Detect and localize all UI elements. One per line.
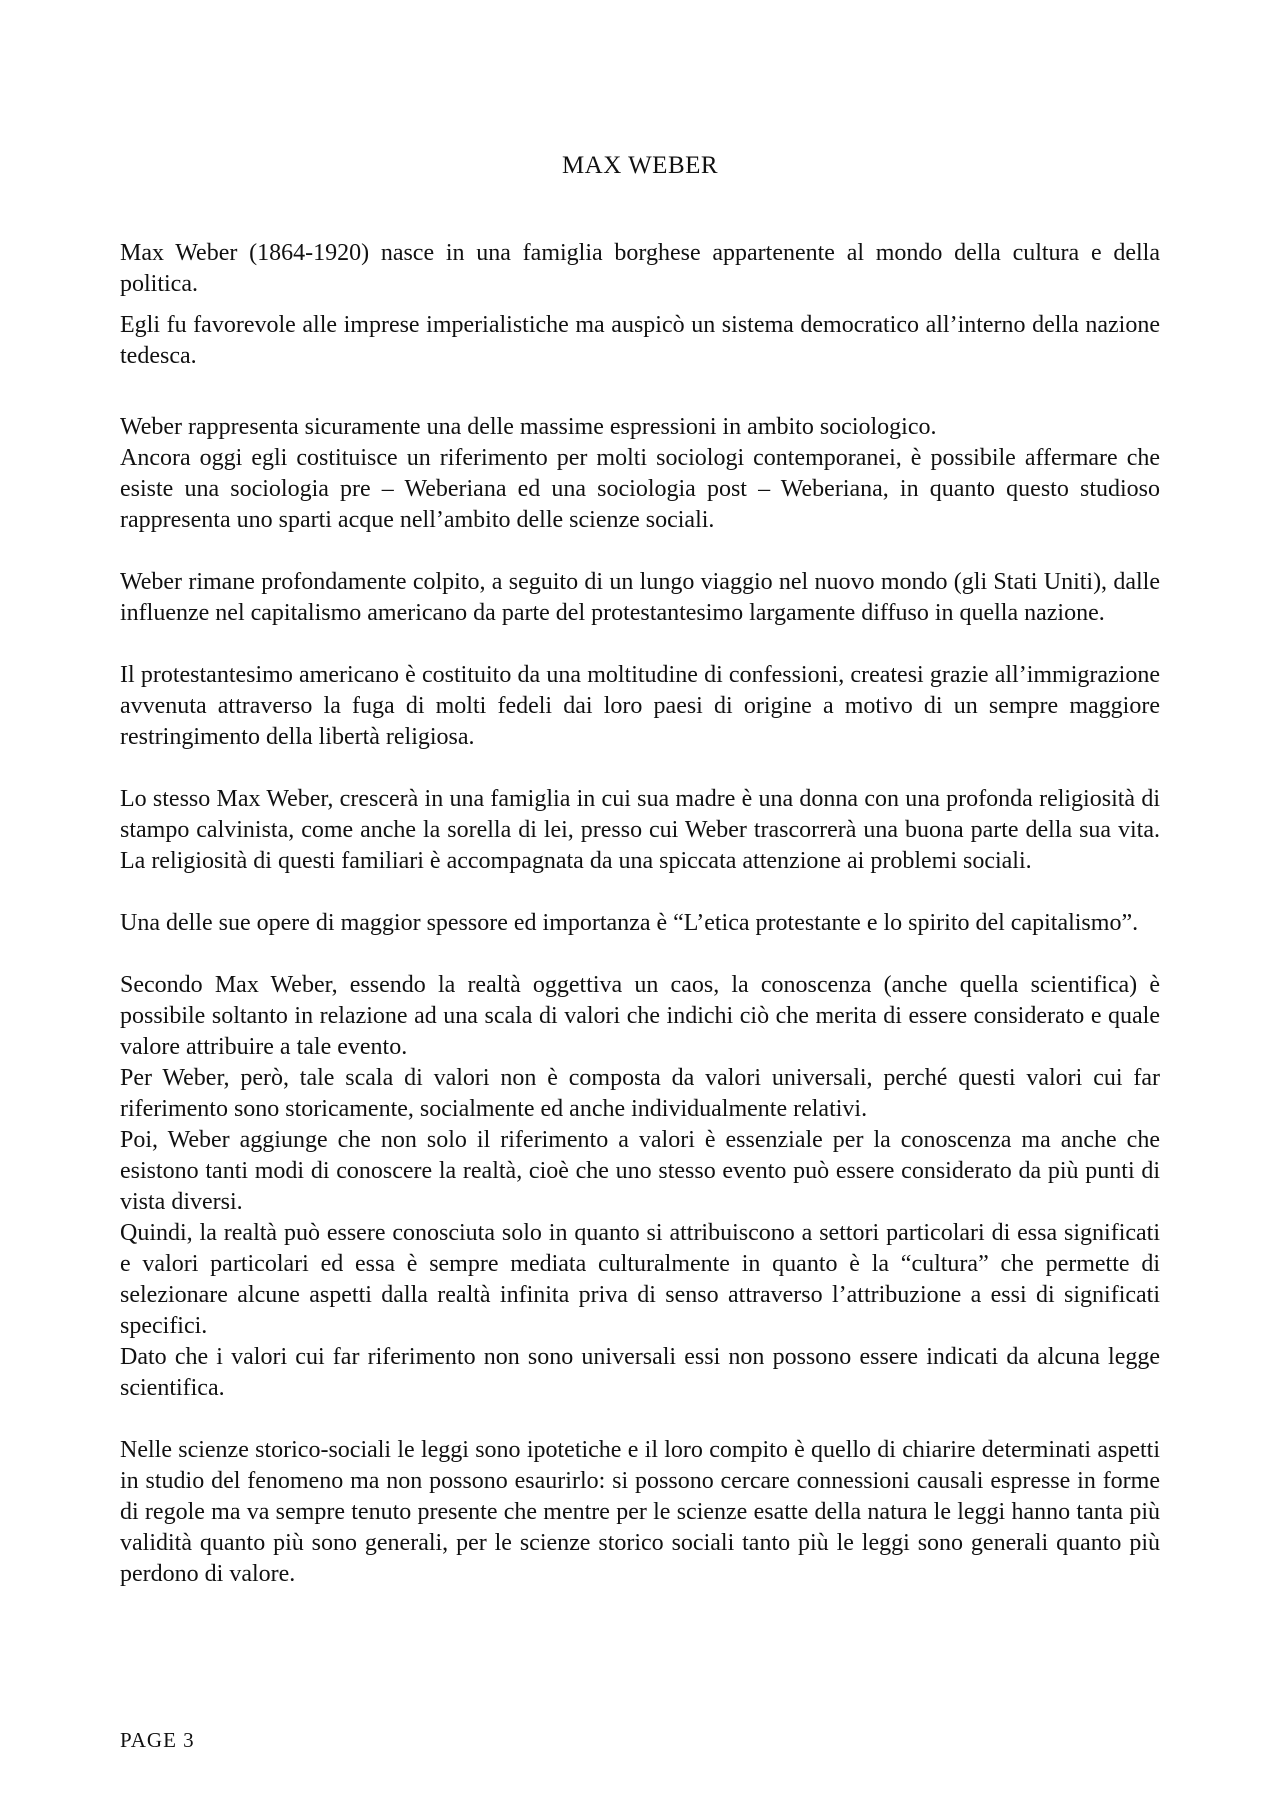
paragraph-5: Weber rimane profondamente colpito, a seguito di un lungo viaggio nel nuovo mondo (gli Stati Uniti), dalle influenze nel capitalismo americano da parte del protestantesimo largamente diffuso in quella nazione. (120, 569, 1160, 626)
paragraph-11: Poi, Weber aggiunge che non solo il riferimento a valori è essenziale per la conoscenza ma anche che esistono tanti modi di conoscere la realtà, cioè che uno stesso evento può essere considerato da più punti di vista diversi. (120, 1127, 1160, 1215)
paragraph-1: Max Weber (1864-1920) nasce in una famiglia borghese appartenente al mondo della cultura e della politica. (120, 240, 1160, 297)
paragraph-3: Weber rappresenta sicuramente una delle massime espressioni in ambito sociologico. (120, 414, 937, 440)
paragraph-2: Egli fu favorevole alle imprese imperialistiche ma auspicò un sistema democratico all’interno della nazione tedesca. (120, 312, 1160, 369)
paragraph-9: Secondo Max Weber, essendo la realtà oggettiva un caos, la conoscenza (anche quella scientifica) è possibile soltanto in relazione ad una scala di valori che indichi ciò che merita di essere considerato e quale valore attribuire a tale evento. (120, 972, 1160, 1060)
paragraph-6: Il protestantesimo americano è costituito da una moltitudine di confessioni, createsi grazie all’immigrazione avvenuta attraverso la fuga di molti fedeli dai loro paesi di origine a motivo di un sempre maggiore restringimento della libertà religiosa. (120, 662, 1160, 750)
paragraph-14: Nelle scienze storico-sociali le leggi sono ipotetiche e il loro compito è quello di chiarire determinati aspetti in studio del fenomeno ma non possono esaurirlo: si possono cercare connessioni causali espresse in forme di regole ma va sempre tenuto presente che mentre per le scienze esatte della natura le leggi hanno tanta più validità quanto più sono generali, per le scienze storico sociali tanto più le leggi sono generali quanto più perdono di valore. (120, 1437, 1160, 1587)
document-title: MAX WEBER (561, 152, 719, 179)
document-body (120, 238, 1160, 1590)
paragraph-12: Quindi, la realtà può essere conosciuta solo in quanto si attribuiscono a settori particolari di essa significati e valori particolari ed essa è sempre mediata culturalmente in quanto è la “cultura” che permette di selezionare alcune aspetti dalla realtà infinita priva di senso attraverso l’attribuzione a essi di significati specifici. (120, 1220, 1160, 1339)
paragraph-4: Ancora oggi egli costituisce un riferimento per molti sociologi contemporanei, è possibile affermare che esiste una sociologia pre – Weberiana ed una sociologia post – Weberiana, in quanto questo studioso rappresenta uno sparti acque nell’ambito delle scienze sociali. (120, 445, 1160, 533)
paragraph-8: Una delle sue opere di maggior spessore ed importanza è “L’etica protestante e lo spirito del capitalismo”. (120, 910, 1139, 936)
paragraph-10: Per Weber, però, tale scala di valori non è composta da valori universali, perché questi valori cui far riferimento sono storicamente, socialmente ed anche individualmente relativi. (120, 1065, 1160, 1122)
page-number: PAGE 3 (120, 1728, 195, 1752)
paragraph-13: Dato che i valori cui far riferimento non sono universali essi non possono essere indicati da alcuna legge scientifica. (120, 1344, 1160, 1401)
paragraph-7: Lo stesso Max Weber, crescerà in una famiglia in cui sua madre è una donna con una profonda religiosità di stampo calvinista, come anche la sorella di lei, presso cui Weber trascorrerà una buona parte della sua vita. La religiosità di questi familiari è accompagnata da una spiccata attenzione ai problemi sociali. (120, 786, 1160, 874)
